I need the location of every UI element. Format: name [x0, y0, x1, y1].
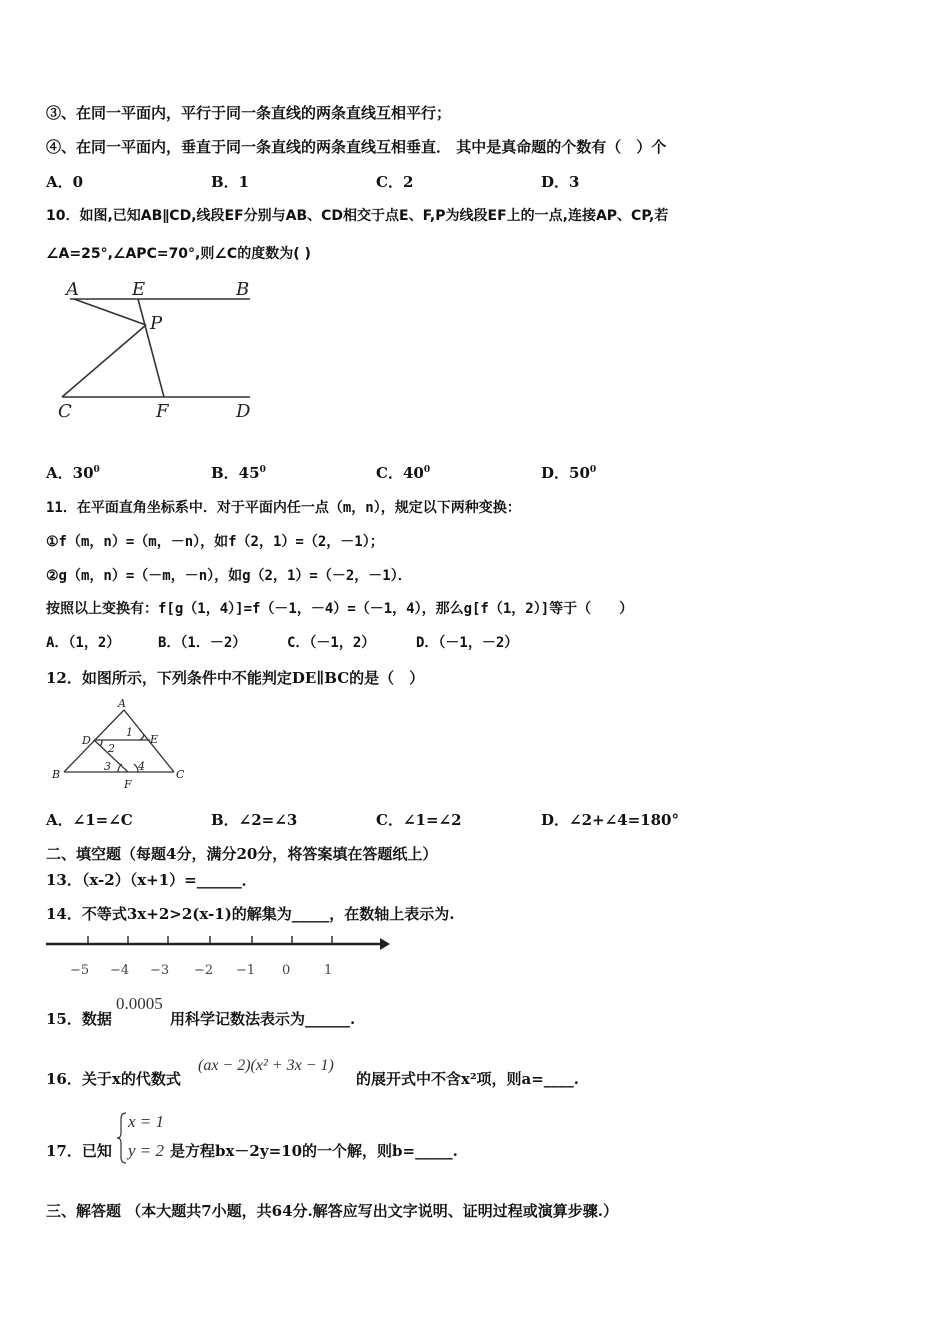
tick-label: −2 — [194, 963, 214, 978]
q9-option-a: A．0 — [46, 173, 84, 191]
q10-option-b: B．$45^0$ — [211, 464, 266, 482]
q12-label-b: B — [52, 768, 61, 781]
tick-label: 1 — [324, 963, 333, 978]
q12-label-a: A — [118, 697, 126, 710]
q11-option-d: D．（－1，－2） — [416, 635, 519, 651]
q12-label-2: 2 — [108, 742, 115, 755]
q9-option-c: C．2 — [376, 173, 414, 191]
q10-label-f: F — [156, 401, 169, 422]
q9-option-d: D．3 — [541, 173, 580, 191]
q17-equation-2: y = 2 — [128, 1141, 165, 1160]
tick-label: −1 — [236, 963, 256, 978]
section-2-heading: 二、填空题（每题4分，满分20分，将答案填在答题纸上） — [46, 845, 438, 863]
q12-label-f: F — [124, 778, 132, 791]
q11-question: 按照以上变换有：f[g（1，4）]=f（－1，－4）=（－1，4），那么g[f（1，2）]等于（ ） — [46, 601, 634, 617]
q10-stem: 10．如图,已知AB∥CD,线段EF分别与AB、CD相交于点E、F,P为线段EF上的一点,连接AP、CP,若 — [46, 208, 669, 224]
q12-option-a: A．∠1=∠C — [46, 811, 133, 829]
q12-option-c: C．∠1=∠2 — [376, 811, 462, 829]
q10-figure — [50, 275, 280, 425]
q15-suffix: 用科学记数法表示为______. — [170, 1010, 356, 1028]
q12-label-e: E — [150, 733, 159, 746]
q10-option-c: C．$40^0$ — [376, 464, 431, 482]
q12-label-3: 3 — [104, 760, 111, 773]
q11-option-a: A．（1，2） — [46, 635, 121, 651]
q10-label-d: D — [236, 401, 251, 422]
q10-option-d: D．$50^0$ — [541, 464, 597, 482]
q11-stem: 11．在平面直角坐标系中．对于平面内任一点（m，n），规定以下两种变换： — [46, 500, 521, 516]
tick-label: −3 — [150, 963, 170, 978]
q17-suffix: 是方程bx－2y=10的一个解，则b=_____. — [170, 1142, 458, 1160]
q11-rule-f: ①f（m，n）=（m，－n），如f（2，1）=（2，－1）； — [46, 534, 384, 550]
q11-option-c: C．（－1，2） — [287, 635, 376, 651]
q12-label-4: 4 — [138, 760, 145, 773]
q10-label-a: A — [66, 279, 79, 300]
q12-label-c: C — [176, 768, 185, 781]
tick-label: −4 — [110, 963, 130, 978]
section-3-heading: 三、解答题 （本大题共7小题，共64分.解答应写出文字说明、证明过程或演算步骤.） — [46, 1202, 618, 1220]
q10-stem-2: ∠A=25°,∠APC=70°,则∠C的度数为( ) — [46, 246, 311, 262]
q9-option-b: B．1 — [211, 173, 250, 191]
q17-prefix: 17．已知 — [46, 1142, 112, 1160]
tick-label: 0 — [282, 963, 291, 978]
tick-label: −5 — [70, 963, 90, 978]
q11-option-b: B．（1．－2） — [158, 635, 247, 651]
q16-prefix: 16．关于x的代数式 — [46, 1070, 181, 1088]
q16-suffix: 的展开式中不含x²项，则a=____. — [356, 1070, 580, 1088]
q12-label-d: D — [82, 734, 91, 747]
q12-figure — [48, 696, 198, 796]
brace-icon — [116, 1111, 128, 1165]
q14: 14．不等式3x+2>2(x-1)的解集为_____，在数轴上表示为. — [46, 905, 455, 923]
q12-label-1: 1 — [126, 726, 133, 739]
q10-label-c: C — [58, 401, 72, 422]
number-line — [44, 928, 394, 983]
q10-option-a: A．$30^0$ — [46, 464, 100, 482]
q17-equation-1: x = 1 — [128, 1112, 165, 1131]
q10-label-p: P — [150, 313, 163, 334]
q11-rule-g: ②g（m，n）=（－m，－n），如g（2，1）=（－2，－1）． — [46, 568, 412, 584]
q15-prefix: 15．数据 — [46, 1010, 112, 1028]
statement-3: ③、在同一平面内，平行于同一条直线的两条直线互相平行； — [46, 104, 452, 122]
q15-number: 0.0005 — [116, 994, 163, 1013]
q12-stem: 12．如图所示，下列条件中不能判定DE∥BC的是（ ） — [46, 669, 425, 687]
q16-expression: (ax − 2)(x² + 3x − 1) — [198, 1057, 334, 1074]
q13: 13．（x-2）（x+1）=______． — [46, 871, 257, 889]
q10-label-e: E — [132, 279, 146, 300]
q12-option-b: B．∠2=∠3 — [211, 811, 298, 829]
q12-option-d: D．∠2+∠4=180° — [541, 811, 679, 829]
q10-label-b: B — [236, 279, 250, 300]
statement-4: ④、在同一平面内，垂直于同一条直线的两条直线互相垂直． 其中是真命题的个数有（ ）个 — [46, 138, 667, 156]
